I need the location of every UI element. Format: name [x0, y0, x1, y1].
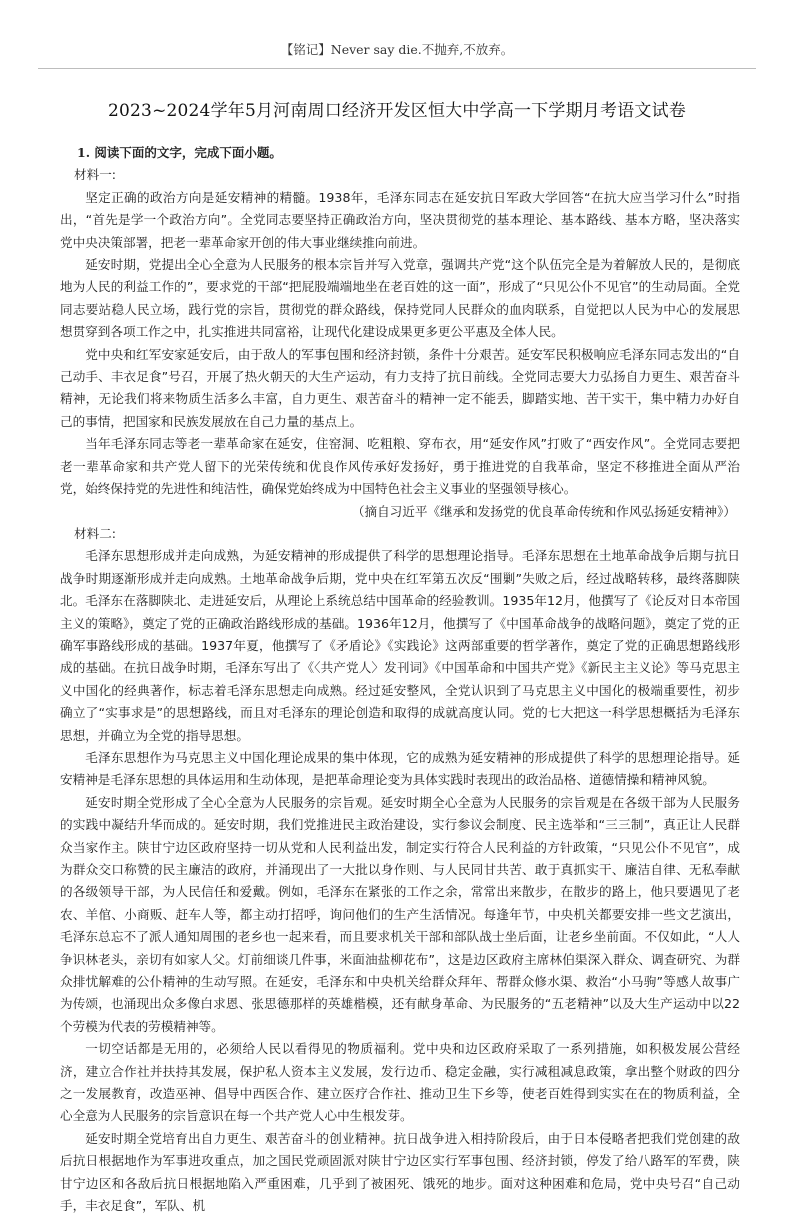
material-one-source: （摘自习近平《继承和发扬党的优良革命传统和作风弘扬延安精神》） [351, 503, 736, 519]
material-one-paragraph: 党中央和红军安家延安后，由于敌人的军事包围和经济封锁，条件十分艰苦。延安军民积极响应毛泽东同志发出的“自己动手、丰衣足食”号召，开展了热火朝天的大生产运动，有力支持了抗日前线。全党同志要大力弘扬自力更生、艰苦奋斗精神，无论我们将来物质生活多么丰富，自力更生、艰苦奋斗的精神一定不能丢，脚踏实地、苦干实干，集中精力办好自己的事情，把国家和民族发展放在自己力量的基点上。 [60, 346, 740, 429]
material-one-paragraph: 延安时期，党提出全心全意为人民服务的根本宗旨并写入党章，强调共产党“这个队伍完全是为着解放人民的，是彻底地为人民的利益工作的”，要求党的干部“把屁股端端地坐在老百姓的这一面”，形成了“只见公仆不见官”的生动局面。全党同志要站稳人民立场，践行党的宗旨，贯彻党的群众路线，保持党同人民群众的血肉联系，自觉把以人民为中心的发展思想贯穿到各项工作之中，扎实推进共同富裕，让现代化建设成果更多更公平惠及全体人民。 [60, 257, 740, 340]
header-divider [38, 68, 756, 69]
material-two-paragraph: 毛泽东思想形成并走向成熟，为延安精神的形成提供了科学的思想理论指导。毛泽东思想在土地革命战争后期与抗日战争时期逐渐形成并走向成熟。土地革命战争后期，党中央在红军第五次反“围剿”失败之后，经过战略转移，最终落脚陕北。毛泽东在落脚陕北、走进延安后，从理论上系统总结中国革命的经验教训。1935年12月，他撰写了《论反对日本帝国主义的策略》，奠定了党的正确政治路线形成的基础。1936年12月，他撰写了《中国革命战争的战略问题》，奠定了党的正确军事路线形成的基础。1937年夏，他撰写了《矛盾论》《实践论》这两部重要的哲学著作，奠定了党的正确思想路线形成的基础。在抗日战争时期，毛泽东写出了《〈共产党人〉发刊词》《中国革命和中国共产党》《新民主主义论》等马克思主义中国化的经典著作，标志着毛泽东思想走向成熟。经过延安整风，全党认识到了马克思主义中国化的极端重要性，初步确立了“实事求是”的思想路线，而且对毛泽东的理论创造和取得的成就高度认同。党的七大把这一科学思想概括为毛泽东思想，并确立为全党的指导思想。 [60, 548, 740, 743]
motto-banner: 【铭记】Never say die.不抛弃,不放弃。 [280, 42, 514, 57]
material-two-paragraph: 延安时期全党形成了全心全意为人民服务的宗旨观。延安时期全心全意为人民服务的宗旨观是在各级干部为人民服务的实践中凝结升华而成的。延安时期，我们党推进民主政治建设，实行参议会制度、民主选举和“三三制”，真正让人民群众当家作主。陕甘宁边区政府坚持一切从党和人民利益出发，制定实行符合人民利益的方针政策，“只见公仆不见官”，成为群众交口称赞的民主廉洁的政府，并涌现出了一大批以身作则、与人民同甘共苦、敢于真抓实干、廉洁自律、无私奉献的各级领导干部，为人民信任和爱戴。例如，毛泽东在紧张的工作之余，常常出来散步，在散步的路上，他只要遇见了老农、羊倌、小商贩、赶车人等，都主动打招呼，询问他们的生产生活情况。每逢年节，中央机关都要安排一些文艺演出，毛泽东总忘不了派人通知周围的老乡也一起来看，而且要求机关干部和部队战士坐后面，让老乡坐前面。不仅如此，“人人争识林老头，亲切有如家人父。灯前细谈几件事，米面油盐柳花布”，这是边区政府主席林伯渠深入群众、调查研究、为群众排忧解难的公仆精神的生动写照。在延安，毛泽东和中央机关给群众拜年、帮群众修水渠、救治“小马驹”等感人故事广为传颂，也涌现出众多像白求恩、张思德那样的英雄楷模，还有献身革命、为民服务的“五老精神”以及大生产运动中以22个劳模为代表的劳模精神等。 [60, 794, 740, 1034]
exam-title: 2023~2024学年5月河南周口经济开发区恒大中学高一下学期月考语文试卷 [108, 101, 686, 121]
material-one-label: 材料一: [74, 167, 117, 183]
material-two-paragraph: 延安时期全党培育出自力更生、艰苦奋斗的创业精神。抗日战争进入相持阶段后，由于日本侵略者把我们党创建的敌后抗日根据地作为军事进攻重点，加之国民党顽固派对陕甘宁边区实行军事包围、经济封锁，停发了给八路军的军费，陕甘宁边区和各敌后抗日根据地陷入严重困难，几乎到了被困死、饿死的地步。面对这种困难和危局，党中央号召“自己动手，丰衣足食”，军队、机 [60, 1130, 740, 1214]
material-one-paragraph: 坚定正确的政治方向是延安精神的精髓。1938年，毛泽东同志在延安抗日军政大学回答“在抗大应当学习什么”时指出，“首先是学一个政治方向”。全党同志要坚持正确政治方向，坚决贯彻党的基本理论、基本路线、基本方略，坚决落实党中央决策部署，把老一辈革命家开创的伟大事业继续推向前进。 [60, 189, 740, 250]
question-heading: 1. 阅读下面的文字，完成下面小题。 [77, 145, 282, 160]
material-two-paragraph: 毛泽东思想作为马克思主义中国化理论成果的集中体现，它的成熟为延安精神的形成提供了科学的思想理论指导。延安精神是毛泽东思想的具体运用和生动体现，是把革命理论变为具体实践时表现出的政治品格、道德情操和精神风貌。 [60, 749, 740, 788]
material-two-paragraph: 一切空话都是无用的，必须给人民以看得见的物质福利。党中央和边区政府采取了一系列措施，如积极发展公营经济，建立合作社并扶持其发展，保护私人资本主义发展，发行边币、稳定金融，实行减租减息政策，拿出整个财政的四分之一发展教育，改造巫神、倡导中西医合作、建立医疗合作社、推动卫生下乡等，使老百姓得到实实在在的物质利益，全心全意为人民服务的宗旨意识在每一个共产党人心中生根发芽。 [60, 1041, 740, 1124]
material-one-paragraph: 当年毛泽东同志等老一辈革命家在延安，住窑洞、吃粗粮、穿布衣，用“延安作风”打败了“西安作风”。全党同志要把老一辈革命家和共产党人留下的光荣传统和优良作风传承好发扬好，勇于推进党的自我革命，坚定不移推进全面从严治党，始终保持党的先进性和纯洁性，确保党始终成为中国特色社会主义事业的坚强领导核心。 [60, 436, 740, 497]
question-body [60, 142, 740, 1218]
material-two-label: 材料二: [74, 525, 117, 541]
